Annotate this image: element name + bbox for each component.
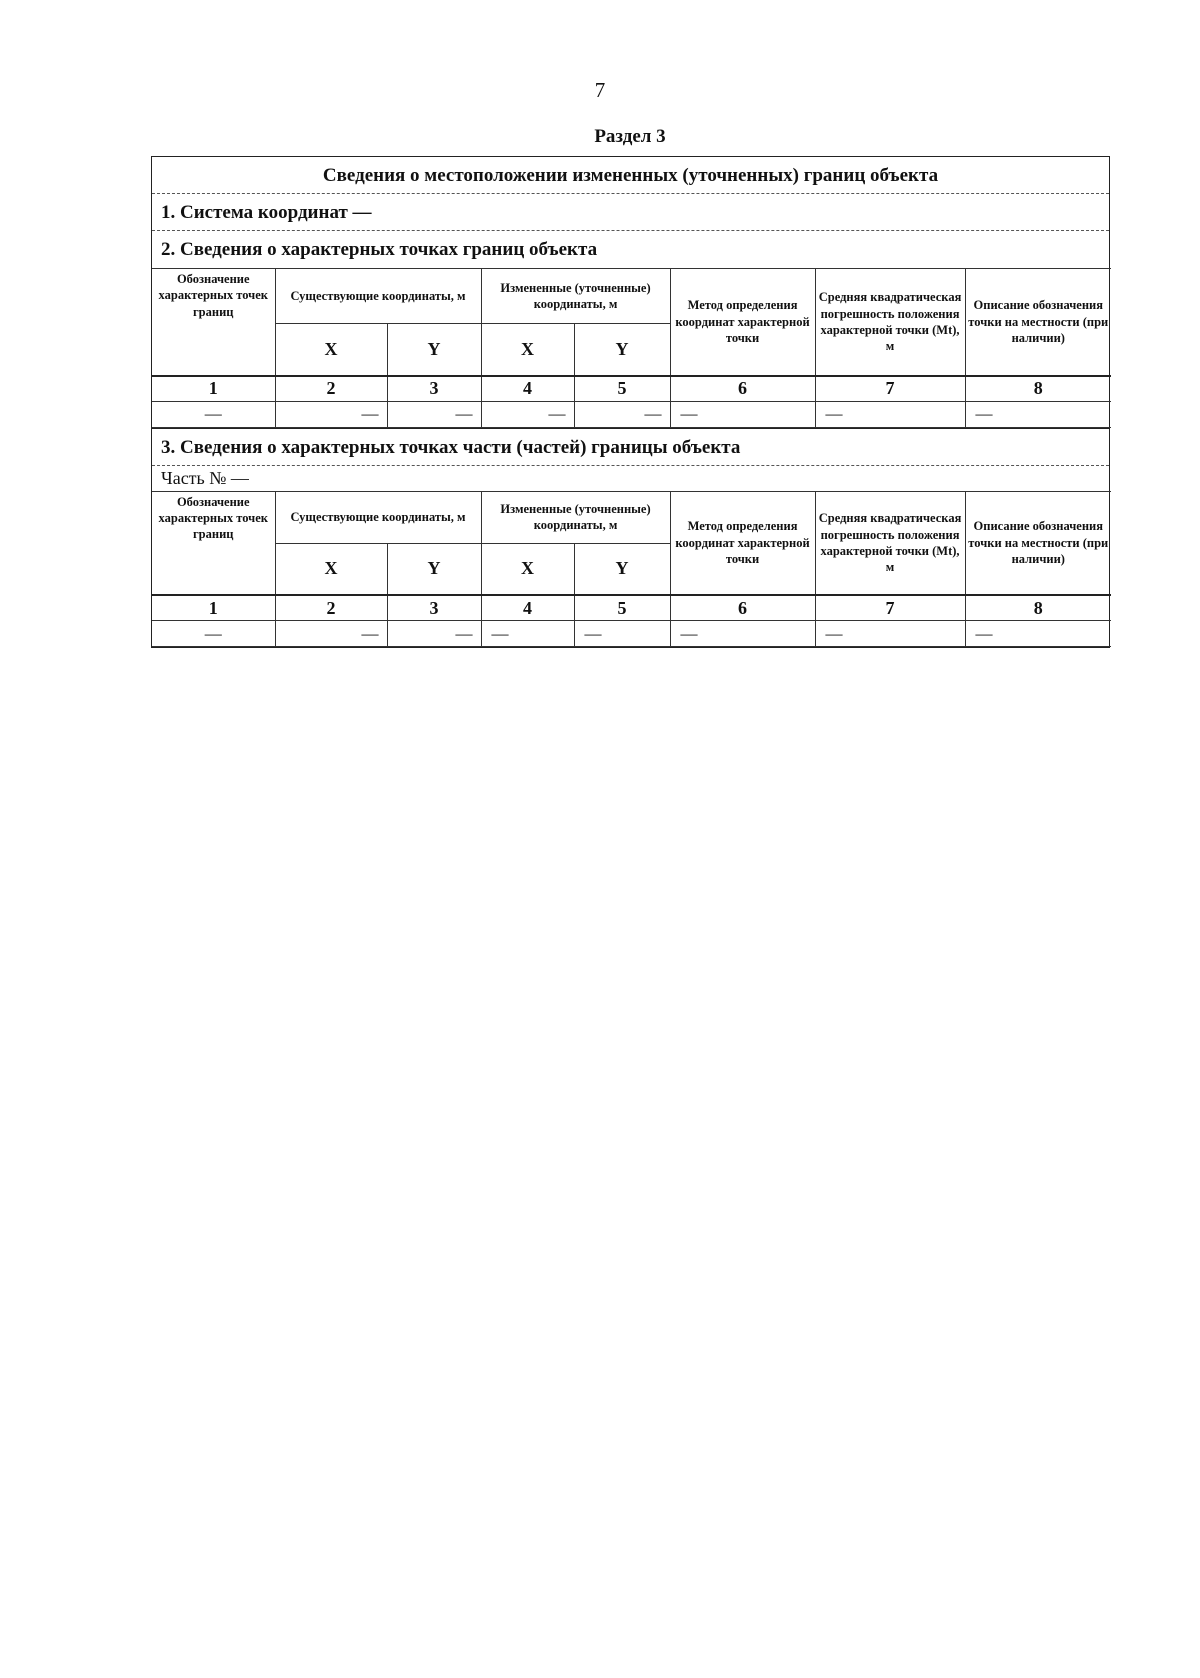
col-number: 2: [275, 376, 387, 402]
table-cell: —: [481, 621, 574, 647]
subsection-3-title: 3. Сведения о характерных точках части (частей) границы объекта: [152, 429, 1109, 466]
col-changed-y: Y: [574, 324, 670, 376]
part-points-table: [152, 491, 1111, 648]
col-existing-coords: Существующие координаты, м: [275, 269, 481, 324]
table-cell: —: [965, 401, 1111, 427]
col-existing-y: Y: [387, 324, 481, 376]
col-changed-x: X: [481, 543, 574, 595]
col-method: Метод определения координат характерной точки: [670, 491, 815, 595]
col-method: Метод определения координат характерной точки: [670, 269, 815, 376]
col-changed-coords: Измененные (уточненные) координаты, м: [481, 269, 670, 324]
col-existing-coords: Существующие координаты, м: [275, 491, 481, 543]
table-cell: —: [574, 401, 670, 427]
col-mean-error: Средняя квадратическая погрешность положения характерной точки (Mt), м: [815, 269, 965, 376]
table-cell: —: [275, 621, 387, 647]
col-number: 6: [670, 595, 815, 621]
col-number: 4: [481, 376, 574, 402]
table-cell: —: [965, 621, 1111, 647]
col-number: 3: [387, 595, 481, 621]
column-numbers-row: [152, 376, 1111, 402]
col-point-designation: Обозначение характерных точек границ: [152, 491, 275, 595]
col-number: 6: [670, 376, 815, 402]
page-number: 7: [594, 78, 606, 102]
section-frame: [151, 156, 1110, 648]
col-number: 7: [815, 376, 965, 402]
col-number: 3: [387, 376, 481, 402]
col-number: 8: [965, 595, 1111, 621]
col-number: 5: [574, 376, 670, 402]
col-number: 8: [965, 376, 1111, 402]
col-description: Описание обозначения точки на местности (при наличии): [965, 269, 1111, 376]
table-cell: —: [815, 621, 965, 647]
col-number: 5: [574, 595, 670, 621]
part-label: Часть № —: [161, 467, 249, 488]
table-cell: —: [152, 401, 275, 427]
col-mean-error: Средняя квадратическая погрешность положения характерной точки (Mt), м: [815, 491, 965, 595]
section-title: Раздел 3: [594, 126, 666, 147]
table-cell: —: [275, 401, 387, 427]
table-cell: —: [387, 401, 481, 427]
table-cell: —: [152, 621, 275, 647]
table-cell: —: [670, 621, 815, 647]
coord-system: 1. Система координат —: [152, 194, 1109, 231]
table-cell: —: [387, 621, 481, 647]
subsection-2-title: 2. Сведения о характерных точках границ объекта: [161, 239, 598, 260]
table-cell: —: [574, 621, 670, 647]
main-heading: Сведения о местоположении измененных (уточненных) границ объекта: [152, 157, 1109, 194]
col-changed-y: Y: [574, 543, 670, 595]
col-number: 1: [152, 595, 275, 621]
col-number: 4: [481, 595, 574, 621]
col-existing-x: X: [275, 543, 387, 595]
col-changed-x: X: [481, 324, 574, 376]
col-existing-y: Y: [387, 543, 481, 595]
table-cell: —: [815, 401, 965, 427]
col-description: Описание обозначения точки на местности (при наличии): [965, 491, 1111, 595]
col-point-designation: Обозначение характерных точек границ: [152, 269, 275, 376]
col-number: 2: [275, 595, 387, 621]
table-cell: —: [670, 401, 815, 427]
column-numbers-row: [152, 595, 1111, 621]
table-row: [152, 621, 1111, 647]
col-existing-x: X: [275, 324, 387, 376]
boundary-points-table: [152, 268, 1111, 428]
col-changed-coords: Измененные (уточненные) координаты, м: [481, 491, 670, 543]
col-number: 1: [152, 376, 275, 402]
table-row: [152, 401, 1111, 427]
col-number: 7: [815, 595, 965, 621]
table-cell: —: [481, 401, 574, 427]
